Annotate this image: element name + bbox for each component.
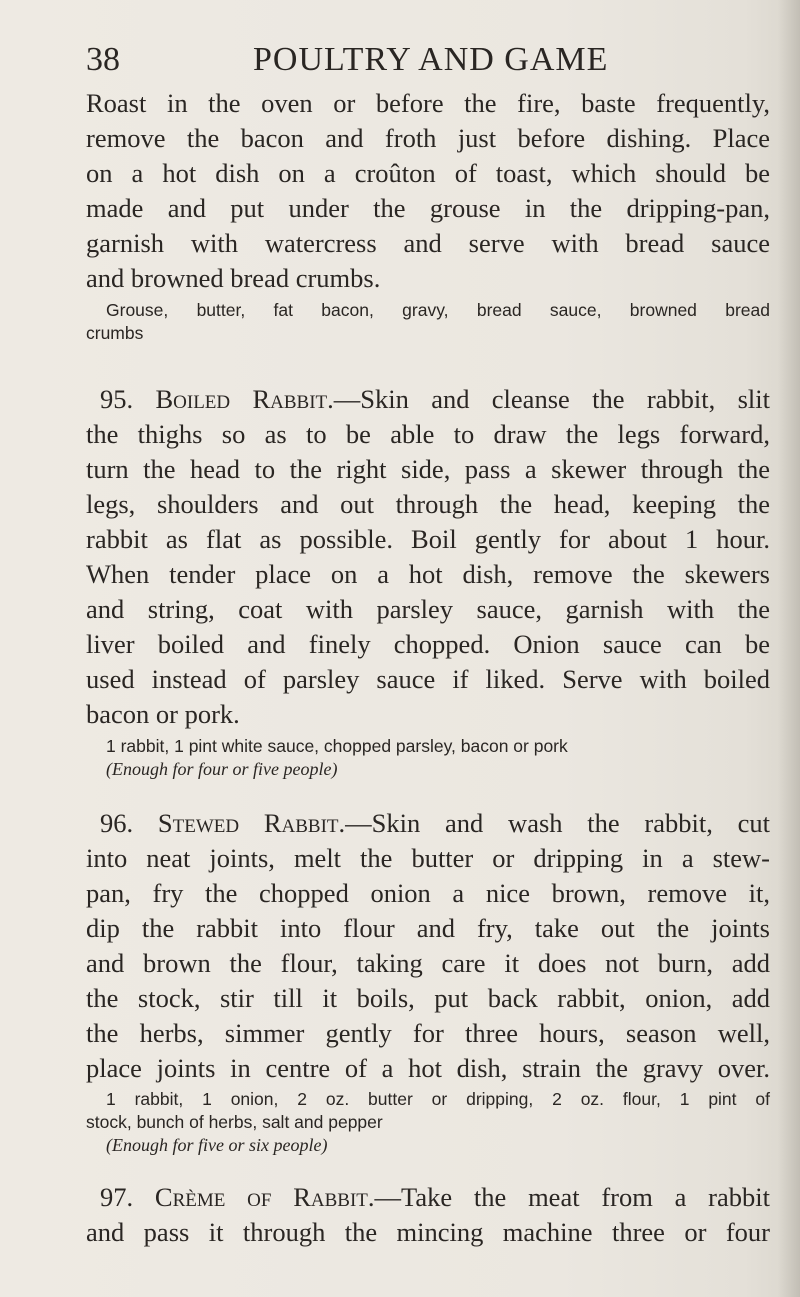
recipe-line: and pass it through the mincing machine three or four — [86, 1217, 770, 1247]
recipe-line: dip the rabbit into flour and fry, take out the joints — [86, 913, 770, 943]
intro-line: garnish with watercress and serve with bread sauce — [86, 228, 770, 258]
recipe-line: and brown the flour, taking care it does not burn, add — [86, 948, 770, 978]
recipe-line: the stock, stir till it boils, put back rabbit, onion, add — [86, 983, 770, 1013]
page-number: 38 — [86, 41, 120, 78]
ingredients-line: 1 rabbit, 1 onion, 2 oz. butter or dripping, 2 oz. flour, 1 pint of — [106, 1089, 770, 1109]
intro-line: Roast in the oven or before the fire, baste frequently, — [86, 88, 770, 118]
recipe-number: 97. — [100, 1182, 134, 1212]
recipe-line: bacon or pork. — [86, 699, 240, 729]
ingredients-line: 1 rabbit, 1 pint white sauce, chopped parsley, bacon or pork — [106, 736, 568, 756]
intro-line: made and put under the grouse in the dripping-pan, — [86, 193, 770, 223]
recipe-first-line: —Take the meat from a rabbit — [374, 1182, 770, 1212]
page-edge-shadow — [778, 0, 800, 1297]
intro-line: and browned bread crumbs. — [86, 263, 381, 293]
ingredients-line: Grouse, butter, fat bacon, gravy, bread sauce, browned bread — [106, 300, 770, 320]
intro-line: remove the bacon and froth just before dishing. Place — [86, 123, 770, 153]
recipe-line: legs, shoulders and out through the head, keeping the — [86, 489, 770, 519]
recipe-line: turn the head to the right side, pass a skewer through the — [86, 454, 770, 484]
ingredients-line: crumbs — [86, 323, 144, 343]
recipe-line: the thighs so as to be able to draw the legs forward, — [86, 419, 770, 449]
running-head: POULTRY AND GAME — [253, 41, 609, 78]
recipe-heading-line — [100, 1180, 770, 1214]
serving-note: (Enough for five or six people) — [106, 1135, 328, 1155]
recipe-first-line: —Skin and wash the rabbit, cut — [345, 808, 770, 838]
recipe-line: When tender place on a hot dish, remove the skewers — [86, 559, 770, 589]
page-header — [86, 40, 766, 80]
recipe-title: Boiled Rabbit. — [155, 384, 334, 414]
serving-note: (Enough for four or five people) — [106, 759, 338, 779]
recipe-line: into neat joints, melt the butter or dripping in a stew- — [86, 843, 770, 873]
recipe-line: liver boiled and finely chopped. Onion sauce can be — [86, 629, 770, 659]
recipe-line: and string, coat with parsley sauce, garnish with the — [86, 594, 770, 624]
recipe-heading-line — [100, 806, 770, 840]
recipe-line: place joints in centre of a hot dish, strain the gravy over. — [86, 1053, 770, 1083]
recipe-line: used instead of parsley sauce if liked. Serve with boiled — [86, 664, 770, 694]
recipe-first-line: —Skin and cleanse the rabbit, slit — [333, 384, 770, 414]
recipe-number: 96. — [100, 808, 134, 838]
recipe-heading-line — [100, 382, 770, 416]
ingredients-line: stock, bunch of herbs, salt and pepper — [86, 1112, 383, 1132]
recipe-number: 95. — [100, 384, 134, 414]
intro-line: on a hot dish on a croûton of toast, which should be — [86, 158, 770, 188]
recipe-title: Stewed Rabbit. — [157, 808, 346, 838]
recipe-line: the herbs, simmer gently for three hours, season well, — [86, 1018, 770, 1048]
recipe-line: pan, fry the chopped onion a nice brown, remove it, — [86, 878, 770, 908]
recipe-line: rabbit as flat as possible. Boil gently for about 1 hour. — [86, 524, 770, 554]
recipe-title: Crème of Rabbit. — [154, 1182, 375, 1212]
